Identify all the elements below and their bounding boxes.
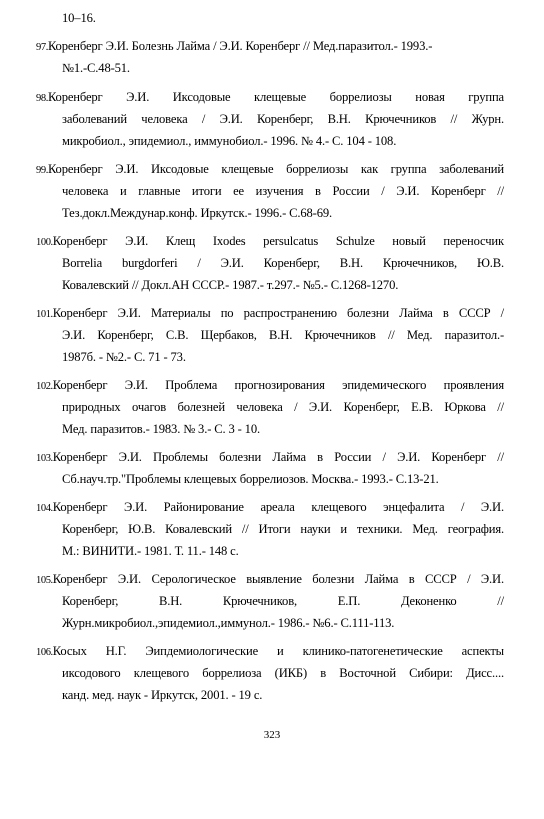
reference-98-line-3: микробиол., эпидемиол., иммунобиол.- 1996. № 4.- С. 104 - 108. — [62, 134, 397, 148]
reference-106-line-2: иксодового клещевого боррелиоза (ИКБ) в Восточной Сибири: Дисс.... — [62, 666, 504, 680]
reference-number: 101. — [36, 309, 53, 320]
reference-99-line-2: человека и главные итоги ее изучения в России / Э.И. Коренберг // — [62, 184, 504, 198]
continuation-line: 10–16. — [62, 11, 96, 25]
reference-106-line-1: 106.Косых Н.Г. Эипдемиологические и клинико-патогенетические аспекты — [36, 644, 504, 658]
reference-98-line-2: заболеваний человека / Э.И. Коренберг, В.Н. Крючечников // Журн. — [62, 112, 504, 126]
reference-105-line-2: Коренберг, В.Н. Крючечников, Е.П. Деконенко // — [62, 594, 504, 608]
reference-102-line-2: природных очагов болезней человека / Э.И. Коренберг, Е.В. Юркова // — [62, 400, 504, 414]
reference-106-line-3: канд. мед. наук - Иркутск, 2001. - 19 с. — [62, 688, 263, 702]
reference-101-line-3: 1987б. - №2.- С. 71 - 73. — [62, 350, 186, 364]
reference-102-line-3: Мед. паразитов.- 1983. № 3.- С. 3 - 10. — [62, 422, 260, 436]
reference-number: 98. — [36, 93, 48, 104]
reference-104-line-2: Коренберг, Ю.В. Ковалевский // Итоги науки и техники. Мед. география. — [62, 522, 504, 536]
reference-97-line-1: 97.Коренберг Э.И. Болезнь Лайма / Э.И. Коренберг // Мед.паразитол.- 1993.- — [36, 39, 433, 53]
reference-number: 105. — [36, 575, 53, 586]
reference-104-line-3: М.: ВИНИТИ.- 1981. Т. 11.- 148 с. — [62, 544, 239, 558]
reference-100-line-1: 100.Коренберг Э.И. Клещ Ixodes persulcatus Schulze новый переносчик — [36, 234, 504, 248]
reference-105-line-3: Журн.микробиол.,эпидемиол.,иммунол.- 1986.- №6.- С.111-113. — [62, 616, 395, 630]
reference-100-line-2: Borrelia burgdorferi / Э.И. Коренберг, В.Н. Крючечников, Ю.В. — [62, 256, 504, 270]
reference-number: 106. — [36, 647, 53, 658]
reference-number: 97. — [36, 42, 48, 53]
reference-104-line-1: 104.Коренберг Э.И. Районирование ареала клещевого энцефалита / Э.И. — [36, 500, 504, 514]
reference-98-line-1: 98.Коренберг Э.И. Иксодовые клещевые боррелиозы новая группа — [36, 90, 504, 104]
reference-99-line-1: 99.Коренберг Э.И. Иксодовые клещевые боррелиозы как группа заболеваний — [36, 162, 504, 176]
reference-105-line-1: 105.Коренберг Э.И. Серологическое выявление болезни Лайма в СССР / Э.И. — [36, 572, 504, 586]
reference-101-line-1: 101.Коренберг Э.И. Материалы по распространению болезни Лайма в СССР / — [36, 306, 504, 320]
reference-100-line-3: Ковалевский // Докл.АН СССР.- 1987.- т.297.- №5.- С.1268-1270. — [62, 278, 399, 292]
reference-number: 104. — [36, 503, 53, 514]
page-number: 323 — [263, 729, 281, 741]
reference-103-line-2: Сб.науч.тр."Проблемы клещевых боррелиозов. Москва.- 1993.- С.13-21. — [62, 472, 439, 486]
reference-103-line-1: 103.Коренберг Э.И. Проблемы болезни Лайма в России / Э.И. Коренберг // — [36, 450, 504, 464]
reference-number: 103. — [36, 453, 53, 464]
reference-number: 100. — [36, 237, 53, 248]
reference-101-line-2: Э.И. Коренберг, С.В. Щербаков, В.Н. Крючечников // Мед. паразитол.- — [62, 328, 504, 342]
reference-number: 102. — [36, 381, 53, 392]
reference-97-line-2: №1.-С.48-51. — [62, 61, 130, 75]
reference-number: 99. — [36, 165, 48, 176]
reference-102-line-1: 102.Коренберг Э.И. Проблема прогнозирования эпидемического проявления — [36, 378, 504, 392]
reference-99-line-3: Тез.докл.Междунар.конф. Иркутск.- 1996.- С.68-69. — [62, 206, 333, 220]
